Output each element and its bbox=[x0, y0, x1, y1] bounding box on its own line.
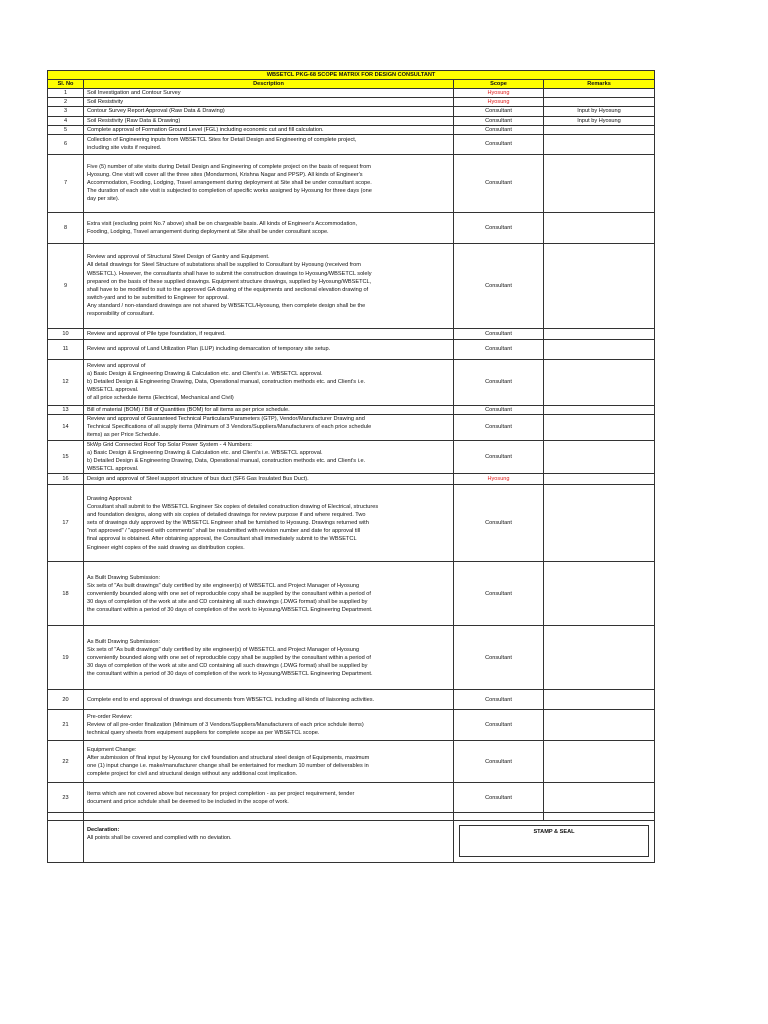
row-remarks: Input by Hyosung bbox=[544, 116, 655, 125]
row-scope: Consultant bbox=[454, 405, 544, 414]
spacer-cell bbox=[454, 813, 544, 821]
row-description bbox=[84, 405, 454, 414]
row-description bbox=[84, 710, 454, 741]
row-scope: Consultant bbox=[454, 690, 544, 710]
row-remarks bbox=[544, 440, 655, 473]
table-row bbox=[48, 154, 655, 212]
stamp-and-seal-box: STAMP & SEAL bbox=[459, 825, 649, 857]
description-line: the consultant within a period of 30 days of completion of the work to Hyosung/WBSETCL Engineering Department. bbox=[87, 606, 373, 613]
description-line: Review and approval of Structural Steel Design of Gantry and Equipment. bbox=[87, 254, 270, 261]
description-line: including site visits if required. bbox=[87, 145, 162, 152]
description-line: Complete end to end approval of drawings and documents from WBSETCL including all kinds of liaisoning activities. bbox=[87, 696, 375, 703]
row-description bbox=[84, 783, 454, 813]
table-row bbox=[48, 783, 655, 813]
row-remarks bbox=[544, 783, 655, 813]
row-scope: Consultant bbox=[454, 710, 544, 741]
row-remarks bbox=[544, 339, 655, 359]
table-row bbox=[48, 474, 655, 485]
row-remarks bbox=[544, 405, 655, 414]
description-line: Items which are not covered above but necessary for project completion - as per project requirement, tender bbox=[87, 790, 355, 797]
row-scope: Consultant bbox=[454, 116, 544, 125]
description-line: Soil Resistivity bbox=[87, 99, 124, 106]
header-row bbox=[48, 80, 655, 89]
row-remarks bbox=[544, 134, 655, 154]
row-scope: Consultant bbox=[454, 741, 544, 783]
description-line: Review and approval of Guaranteed Technical Particulars/Parameters (GTP), Vendor/Manufacturer Drawing and bbox=[87, 416, 365, 423]
description-line: 30 days of completion of the work at site and CD containing all such drawings (.DWG format) shall be supplied by bbox=[87, 662, 368, 669]
description-line: final approval is obtained. After obtaining approval, the Consultant shall immediately submit to the WBSETCL bbox=[87, 536, 357, 543]
row-description bbox=[84, 154, 454, 212]
row-scope: Hyosung bbox=[454, 89, 544, 98]
row-description bbox=[84, 339, 454, 359]
row-remarks bbox=[544, 626, 655, 690]
description-line: Review and approval of Pile type foundation, if required. bbox=[87, 330, 226, 337]
row-sl-no: 14 bbox=[48, 414, 84, 440]
row-scope: Consultant bbox=[454, 562, 544, 626]
row-scope: Consultant bbox=[454, 339, 544, 359]
row-remarks bbox=[544, 485, 655, 562]
row-remarks bbox=[544, 328, 655, 339]
row-sl-no: 16 bbox=[48, 474, 84, 485]
description-line: sets of drawings duly approved by the WBSETCL Engineer shall be furnished to Hyosung. Drawings returned with bbox=[87, 520, 369, 527]
description-line: Review and approval of bbox=[87, 362, 146, 369]
table-row bbox=[48, 626, 655, 690]
spacer-cell bbox=[544, 813, 655, 821]
row-sl-no: 6 bbox=[48, 134, 84, 154]
row-scope: Consultant bbox=[454, 359, 544, 405]
description-line: Design and approval of Steel support structure of bus duct (SF6 Gas Insulated Bus Duct). bbox=[87, 476, 309, 483]
description-line: one (1) input change i.e. make/manufacturer change shall be entertained for medium 10 number of deliverables in bbox=[87, 762, 369, 769]
table-row bbox=[48, 212, 655, 243]
description-line: WBSETCL approval. bbox=[87, 466, 139, 473]
row-description bbox=[84, 690, 454, 710]
table-row bbox=[48, 134, 655, 154]
row-scope: Consultant bbox=[454, 243, 544, 328]
table-title: WBSETCL PKG-68 SCOPE MATRIX FOR DESIGN CONSULTANT bbox=[48, 71, 655, 80]
row-remarks bbox=[544, 710, 655, 741]
description-line: Hyosung. One visit will cover all the three sites (Mondarmoni, Krishna Nagar and PPSP). All kinds of Engineer's bbox=[87, 172, 363, 179]
row-description bbox=[84, 485, 454, 562]
row-description bbox=[84, 243, 454, 328]
row-sl-no: 7 bbox=[48, 154, 84, 212]
description-line: of all price schedule items (Electrical, Mechanical and Civil) bbox=[87, 395, 234, 402]
row-sl-no: 1 bbox=[48, 89, 84, 98]
row-description bbox=[84, 89, 454, 98]
description-line: Complete approval of Formation Ground Level (FGL) including economic cut and fill calculation. bbox=[87, 126, 324, 133]
row-remarks bbox=[544, 690, 655, 710]
description-line: Extra visit (excluding point No.7 above) shall be on chargeable basis. All kinds of Engineer's Accommodation, bbox=[87, 220, 358, 227]
row-sl-no: 8 bbox=[48, 212, 84, 243]
description-line: Technical Specifications of all supply items (Minimum of 3 Vendors/Suppliers/Manufacturers of each price schedule bbox=[87, 424, 372, 431]
row-description bbox=[84, 440, 454, 473]
row-scope: Consultant bbox=[454, 626, 544, 690]
row-sl-no: 10 bbox=[48, 328, 84, 339]
declaration-text: All points shall be covered and complied with no deviation. bbox=[87, 835, 232, 842]
row-sl-no: 20 bbox=[48, 690, 84, 710]
description-line: Fooding, Lodging, Travel arrangement during deployment at Site shall be under consultant scope. bbox=[87, 228, 329, 235]
row-scope: Hyosung bbox=[454, 474, 544, 485]
row-description bbox=[84, 134, 454, 154]
description-line: Five (5) number of site visits during Detail Design and Engineering of complete project on the basis of request from bbox=[87, 163, 371, 170]
row-sl-no: 18 bbox=[48, 562, 84, 626]
row-sl-no: 13 bbox=[48, 405, 84, 414]
description-line: prepared on the basis of these supplied drawings. Equipment structure drawings, supplied by Hyosung/WBSETCL, bbox=[87, 278, 372, 285]
stamp-cell bbox=[454, 821, 655, 863]
row-sl-no: 5 bbox=[48, 125, 84, 134]
table-row bbox=[48, 405, 655, 414]
row-sl-no: 4 bbox=[48, 116, 84, 125]
row-description bbox=[84, 562, 454, 626]
table-row bbox=[48, 339, 655, 359]
row-sl-no: 17 bbox=[48, 485, 84, 562]
table-row bbox=[48, 359, 655, 405]
row-sl-no: 21 bbox=[48, 710, 84, 741]
description-line: Six sets of "As built drawings" duly certified by site engineer(s) of WBSETCL and Project Manager of Hyosung bbox=[87, 582, 360, 589]
description-line: Six sets of "As built drawings" duly certified by site engineer(s) of WBSETCL and Project Manager of Hyosung bbox=[87, 646, 360, 653]
description-line: b) Detailed Design & Engineering Drawing, Data, Operational manual, construction methods etc. and Client's i.e. bbox=[87, 458, 366, 465]
table-row bbox=[48, 562, 655, 626]
description-line: b) Detailed Design & Engineering Drawing, Data, Operational manual, construction methods etc. and Client's i.e. bbox=[87, 379, 366, 386]
declaration-cell bbox=[84, 821, 454, 863]
table-row bbox=[48, 107, 655, 116]
table-row bbox=[48, 414, 655, 440]
row-remarks bbox=[544, 562, 655, 626]
description-line: Equipment Change: bbox=[87, 746, 137, 753]
description-line: Pre-order Review: bbox=[87, 714, 133, 721]
description-line: As Built Drawing Submission: bbox=[87, 574, 161, 581]
description-line: switch-yard and to be submitted to Engineer for approval. bbox=[87, 294, 229, 301]
table-row bbox=[48, 485, 655, 562]
description-line: day per site). bbox=[87, 196, 120, 203]
description-line: Any standard / non-standard drawings are not shared by WBSETCL/Hyosung, then complete design shall be the bbox=[87, 302, 366, 309]
spacer-cell bbox=[48, 813, 84, 821]
row-remarks: Input by Hyosung bbox=[544, 107, 655, 116]
row-remarks bbox=[544, 154, 655, 212]
description-line: responsibility of consultant. bbox=[87, 311, 155, 318]
description-line: conveniently bounded along with one set of reproducible copy shall be supplied by the consultant within a period of bbox=[87, 654, 371, 661]
row-sl-no: 9 bbox=[48, 243, 84, 328]
description-line: Review of all pre-order finalization (Minimum of 3 Vendors/Suppliers/Manufacturers of each price schdule items) bbox=[87, 722, 364, 729]
table-row bbox=[48, 116, 655, 125]
row-scope: Consultant bbox=[454, 107, 544, 116]
table-row bbox=[48, 440, 655, 473]
row-scope: Consultant bbox=[454, 414, 544, 440]
row-sl-no: 23 bbox=[48, 783, 84, 813]
row-scope: Consultant bbox=[454, 328, 544, 339]
spacer-cell bbox=[84, 813, 454, 821]
row-remarks bbox=[544, 89, 655, 98]
row-remarks bbox=[544, 474, 655, 485]
description-line: Contour Survey Report Approval (Raw Data & Drawing) bbox=[87, 108, 225, 115]
spacer-row bbox=[48, 813, 655, 821]
row-sl-no: 2 bbox=[48, 98, 84, 107]
description-line: 5kWp Grid Connected Roof Top Solar Power System - 4 Numbers: bbox=[87, 441, 252, 448]
row-remarks bbox=[544, 243, 655, 328]
description-line: conveniently bounded along with one set of reproducible copy shall be supplied by the consultant within a period of bbox=[87, 590, 371, 597]
row-remarks bbox=[544, 98, 655, 107]
row-scope: Consultant bbox=[454, 485, 544, 562]
row-scope: Consultant bbox=[454, 125, 544, 134]
header-sl-no: Sl. No bbox=[48, 80, 84, 89]
row-sl-no: 22 bbox=[48, 741, 84, 783]
row-remarks bbox=[544, 414, 655, 440]
description-line: After submission of final input by Hyosung for civil foundation and structural steel design of Equipments, maximum bbox=[87, 754, 370, 761]
scope-matrix-table bbox=[47, 70, 655, 863]
header-remarks: Remarks bbox=[544, 80, 655, 89]
row-description bbox=[84, 414, 454, 440]
description-line: WBSETCL). However, the consultants shall have to submit the construction drawings to Hyosung/WBSETCL solely bbox=[87, 270, 372, 277]
row-description bbox=[84, 626, 454, 690]
description-line: a) Basic Design & Engineering Drawing & Calculation etc. and Client's i.e. WBSETCL approval. bbox=[87, 449, 323, 456]
description-line: a) Basic Design & Engineering Drawing & Calculation etc. and Client's i.e. WBSETCL approval. bbox=[87, 371, 323, 378]
row-remarks bbox=[544, 212, 655, 243]
table-row bbox=[48, 690, 655, 710]
description-line: Bill of material (BOM) / Bill of Quantities (BOM) for all items as per price schedule. bbox=[87, 406, 290, 413]
description-line: technical query sheets from equipment suppliers for complete scope as per WBSETCL scope. bbox=[87, 730, 320, 737]
row-description bbox=[84, 98, 454, 107]
row-scope: Consultant bbox=[454, 440, 544, 473]
row-description bbox=[84, 212, 454, 243]
description-line: and foundation designs, along with six copies of detailed drawings for review purpose if and where required. Two bbox=[87, 512, 366, 519]
row-sl-no: 12 bbox=[48, 359, 84, 405]
table-row bbox=[48, 98, 655, 107]
description-line: complete project for civil and structural design without any additional cost implication. bbox=[87, 770, 298, 777]
title-row bbox=[48, 71, 655, 80]
row-remarks bbox=[544, 125, 655, 134]
row-scope: Consultant bbox=[454, 134, 544, 154]
description-line: items) as per Price Schedule. bbox=[87, 432, 161, 439]
header-description: Description bbox=[84, 80, 454, 89]
row-sl-no: 3 bbox=[48, 107, 84, 116]
description-line: The duration of each site visit is subjected to completion of specific works assigned by Hyosung for three days (one bbox=[87, 188, 372, 195]
table-row bbox=[48, 710, 655, 741]
description-line: "not approved" / "approved with comments" shall be resubmitted with revision number and date for approval till bbox=[87, 528, 361, 535]
description-line: document and price schdule shall be deemed to be included in the scope of work. bbox=[87, 798, 289, 805]
header-scope: Scope bbox=[454, 80, 544, 89]
description-line: Review and approval of Land Utilization Plan (LUP) including demarcation of temporary site setup. bbox=[87, 346, 331, 353]
row-description bbox=[84, 328, 454, 339]
description-line: Drawing Approval: bbox=[87, 495, 133, 502]
table-row bbox=[48, 125, 655, 134]
description-line: Soil Resistivity (Raw Data & Drawing) bbox=[87, 117, 181, 124]
row-description bbox=[84, 741, 454, 783]
row-remarks bbox=[544, 359, 655, 405]
row-description bbox=[84, 116, 454, 125]
description-line: All detail drawings for Steel Structure of substations shall be supplied to Consultant by Hyosung (received from bbox=[87, 262, 361, 269]
row-sl-no: 15 bbox=[48, 440, 84, 473]
description-line: Collection of Engineering inputs from WBSETCL Sites for Detail Design and Engineering of complete project, bbox=[87, 137, 357, 144]
row-scope: Consultant bbox=[454, 154, 544, 212]
row-description bbox=[84, 474, 454, 485]
description-line: 30 days of completion of the work at site and CD containing all such drawings (.DWG format) shall be supplied by bbox=[87, 598, 368, 605]
row-description bbox=[84, 107, 454, 116]
table-body bbox=[48, 71, 655, 863]
declaration-row bbox=[48, 821, 655, 863]
table-row bbox=[48, 741, 655, 783]
description-line: the consultant within a period of 30 days of completion of the work to Hyosung/WBSETCL Engineering Department. bbox=[87, 670, 373, 677]
row-remarks bbox=[544, 741, 655, 783]
table-row bbox=[48, 243, 655, 328]
description-line: Soil Investigation and Contour Survey bbox=[87, 90, 181, 97]
declaration-heading: Declaration: bbox=[87, 827, 120, 834]
description-line: WBSETCL approval. bbox=[87, 387, 139, 394]
row-scope: Consultant bbox=[454, 783, 544, 813]
declaration-blank-cell bbox=[48, 821, 84, 863]
row-scope: Consultant bbox=[454, 212, 544, 243]
description-line: Engineer eight copies of the said drawing as distribution copies. bbox=[87, 544, 245, 551]
row-scope: Hyosung bbox=[454, 98, 544, 107]
description-line: Consultant shall submit to the WBSETCL Engineer Six copies of detailed construction drawing of Electrical, structures bbox=[87, 504, 379, 511]
row-description bbox=[84, 125, 454, 134]
description-line: As Built Drawing Submission: bbox=[87, 638, 161, 645]
row-sl-no: 19 bbox=[48, 626, 84, 690]
table-row bbox=[48, 328, 655, 339]
row-description bbox=[84, 359, 454, 405]
description-line: shall have to be modified to suit to the approved GA drawing of the equipments and sectional elevation drawing of bbox=[87, 286, 369, 293]
table-row bbox=[48, 89, 655, 98]
description-line: Accommodation, Fooding, Lodging, Travel arrangement during deployment at Site shall be under consultant scope. bbox=[87, 180, 372, 187]
row-sl-no: 11 bbox=[48, 339, 84, 359]
